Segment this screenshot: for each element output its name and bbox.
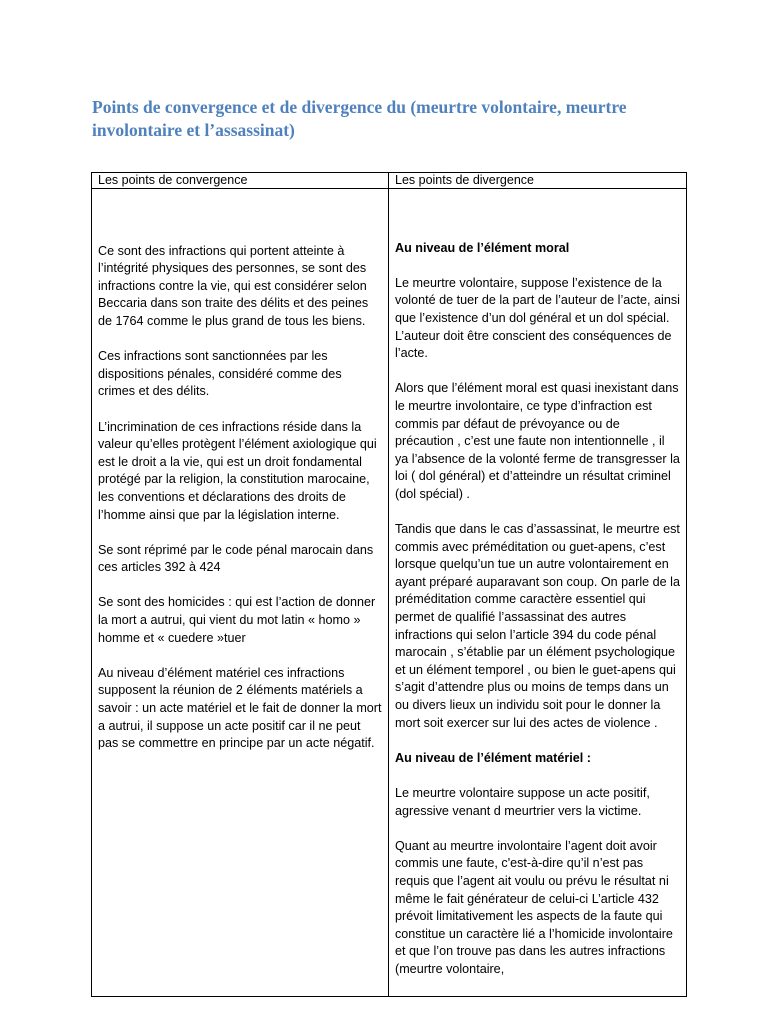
divergence-paragraph: Quant au meurtre involontaire l’agent doit avoir commis une faute, c'est-à-dire qu’il n’est pas requis que l’agent ait voulu ou prévu le résultat ni même le fait générateur de celui-ci L’article 432 prévoit limitativement les aspects de la faute qui constitue un caractère lié a l’homicide involontaire et que l’on trouve pas dans les autres infractions (meurtre volontaire,: [395, 838, 673, 976]
convergence-paragraph: L’incrimination de ces infractions réside dans la valeur qu’elles protègent l’élément axiologique qui est le droit a la vie, qui est un droit fondamental protégé par la religion, la constitution marocaine, les conventions et déclarations des droits de l’homme ainsi que par la législation interne.: [98, 419, 377, 522]
moral-element-heading: Au niveau de l’élément moral: [395, 240, 570, 255]
divergence-cell: [389, 189, 687, 997]
document-title: Points de convergence et de divergence du (meurtre volontaire, meurtre involontaire et l’assassinat): [92, 97, 627, 140]
convergence-text: [98, 225, 382, 770]
divergence-paragraph: Le meurtre volontaire, suppose l’existence de la volonté de tuer de la part de l’auteur de l’acte, ainsi que l’existence d’un dol général et un dol spécial. L’auteur doit être conscient des conséquences de l’acte.: [395, 275, 680, 361]
convergence-paragraph: Se sont réprimé par le code pénal marocain dans ces articles 392 à 424: [98, 542, 374, 575]
header-convergence: Les points de convergence: [92, 173, 389, 189]
table-header-row: [92, 173, 687, 189]
convergence-paragraph: Ce sont des infractions qui portent atteinte à l’intégrité physiques des personnes, se sont des infractions contre la vie, qui est considérer selon Beccaria dans son traite des délits et des peines de 1764 comme le plus grand de tous les biens.: [98, 243, 369, 328]
convergence-paragraph: Se sont des homicides : qui est l’action de donner la mort a autrui, qui vient du mot latin « homo » homme et « cuedere »tuer: [98, 595, 376, 645]
divergence-text: [395, 222, 680, 996]
divergence-paragraph: Le meurtre volontaire suppose un acte positif, agressive venant d meurtrier vers la victime.: [395, 786, 650, 818]
divergence-paragraph: Alors que l’élément moral est quasi inexistant dans le meurtre involontaire, ce type d’infraction est commis par défaut de prévoyance ou de précaution , c’est une faute non intentionnelle , il ya l’absence de la volonté ferme de transgresser la loi ( dol général) et d’atteindre un résultat criminel (dol spécial) .: [395, 381, 680, 501]
header-divergence: Les points de divergence: [389, 173, 687, 189]
comparison-table: [91, 172, 687, 997]
convergence-paragraph: Ces infractions sont sanctionnées par les dispositions pénales, considéré comme des crimes et des délits.: [98, 349, 342, 399]
convergence-paragraph: Au niveau d’élément matériel ces infractions supposent la réunion de 2 éléments matériels a savoir : un acte matériel et le fait de donner la mort a autrui, il suppose un acte positif car il ne peut pas se commettre en principe par un acte négatif.: [98, 665, 382, 751]
table-body-row: [92, 189, 687, 997]
convergence-cell: [92, 189, 389, 997]
divergence-paragraph: Tandis que dans le cas d’assassinat, le meurtre est commis avec préméditation ou guet-apens, c’est lorsque quelqu’un tue un autre volontairement en ayant préparé auparavant son coup. On parle de la préméditation comme caractère essentiel qui permet de qualifié l’assassinat des autres infractions qui selon l’article 394 du code pénal marocain , s’établie par un élément psychologique et un élément temporel , ou bien le guet-apens qui s’agit d’attendre plus ou moins de temps dans un ou divers lieux un individu soit pour le donner la mort soit exercer sur lui des actes de violence .: [395, 522, 680, 730]
material-element-heading: Au niveau de l’élément matériel :: [395, 750, 591, 765]
